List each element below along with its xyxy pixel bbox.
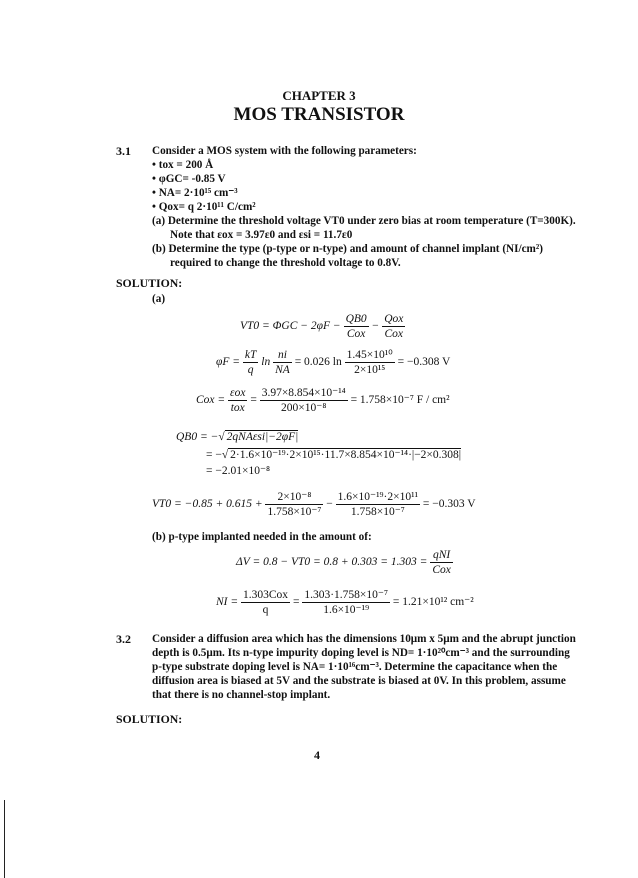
eq-vt0-numeric bbox=[152, 490, 476, 519]
part-b-label: (b) p-type implanted needed in the amount of: bbox=[152, 531, 372, 543]
chapter-title: MOS TRANSISTOR bbox=[233, 104, 405, 125]
frac-num: 3.97×8.854×10⁻¹⁴ bbox=[261, 387, 346, 399]
eq-phif-frac1 bbox=[243, 348, 259, 377]
problem-3-1-intro: Consider a MOS system with the following parameters: bbox=[152, 145, 417, 157]
eq-ni-equals: = bbox=[292, 596, 300, 609]
frac-den: Cox bbox=[346, 328, 366, 340]
chapter-label: CHAPTER 3 bbox=[282, 88, 356, 103]
eq-phif-mid: = 0.026 ln bbox=[294, 356, 342, 369]
eq-qb0-line2-sqrt: 2·1.6×10⁻¹⁹·2×10¹⁵·11.7×8.854×10⁻¹⁴·|−2×0.308| bbox=[230, 449, 462, 461]
eq-phif-frac3 bbox=[345, 348, 395, 377]
eq-cox-frac2 bbox=[260, 386, 348, 415]
eq-phif-lhs: φF = bbox=[216, 356, 241, 369]
eq-cox-frac1 bbox=[228, 386, 247, 415]
problem-3-2-line-1: Consider a diffusion area which has the dimensions 10μm x 5μm and the abrupt junction bbox=[152, 633, 576, 645]
eq-vt0n-result: = −0.303 V bbox=[422, 498, 476, 511]
part-a-question: (a) Determine the threshold voltage VT0 under zero bias at room temperature (T=300K). bbox=[152, 215, 576, 227]
eq-vt0n-frac2 bbox=[336, 490, 420, 519]
eq-qb0-sqrt: 2qNAεsi|−2φF| bbox=[226, 431, 299, 443]
eq-cox-result: = 1.758×10⁻⁷ F / cm² bbox=[350, 394, 450, 407]
frac-num: 1.45×10¹⁰ bbox=[346, 349, 393, 361]
frac-den: q bbox=[247, 364, 254, 376]
eq-cox-lhs: Cox = bbox=[196, 394, 226, 407]
eq-qb0-line2-pre: = − bbox=[206, 449, 222, 461]
problem-3-2-line-2: depth is 0.5μm. Its n-type impurity doping level is ND= 1·10²⁰cm⁻³ and the surrounding bbox=[152, 647, 570, 659]
frac-num: 1.303·1.758×10⁻⁷ bbox=[304, 589, 388, 601]
eq-vt0: VT0 = ΦGC − 2φF − $\frac{QB0}{\text{Cox}}$ − $\frac{\text{Qox}}{\text{Cox}}$ bbox=[240, 313, 404, 340]
eq-ni-result: = 1.21×10¹² cm⁻² bbox=[392, 596, 474, 609]
eq-vt0-lhs: VT0 = ΦGC − 2φF − bbox=[240, 320, 341, 333]
frac-den: Cox bbox=[384, 328, 404, 340]
eq-phif bbox=[216, 348, 450, 377]
param-phigc: • φGC= -0.85 V bbox=[152, 173, 226, 185]
frac-den: 200×10⁻⁸ bbox=[281, 402, 327, 414]
frac-num: Qox bbox=[384, 313, 404, 325]
frac-den: 2×10¹⁵ bbox=[354, 364, 386, 376]
eq-vt0n-minus: − bbox=[326, 498, 333, 511]
frac-num: QB0 bbox=[345, 313, 367, 325]
eq-qb0-lhs: QB0 = − bbox=[176, 431, 219, 443]
eq-vt0-frac2 bbox=[382, 312, 405, 341]
eq-vt0n-frac1 bbox=[265, 490, 323, 519]
frac-den: q bbox=[262, 604, 269, 616]
eq-dv-lhs: ΔV = 0.8 − VT0 = 0.8 + 0.303 = 1.303 = bbox=[236, 556, 428, 569]
frac-den: Cox bbox=[432, 564, 451, 576]
margin-binding-line bbox=[4, 800, 5, 878]
eq-phif-frac2 bbox=[273, 348, 292, 377]
frac-num: ni bbox=[273, 348, 292, 363]
frac-num: 2×10⁻⁸ bbox=[265, 490, 323, 505]
frac-den: 1.758×10⁻⁷ bbox=[267, 506, 322, 518]
problem-number-3-2: 3.2 bbox=[116, 632, 131, 646]
eq-phif-ln: ln bbox=[261, 356, 271, 369]
problem-3-2-line-5: that there is no channel-stop implant. bbox=[152, 689, 331, 701]
part-a-label: (a) bbox=[152, 293, 166, 305]
eq-qb0-line1: QB0 = −√ 2qNAεsi|−2φF| bbox=[176, 431, 299, 443]
eq-vt0-frac1 bbox=[344, 312, 369, 341]
part-b-question: (b) Determine the type (p-type or n-type) and amount of channel implant (NI/cm²) bbox=[152, 243, 543, 255]
eq-qb0-line3: = −2.01×10⁻⁸ bbox=[206, 465, 271, 477]
param-qox: • Qox= q 2·10¹¹ C/cm² bbox=[152, 201, 256, 213]
solution-heading: SOLUTION: bbox=[116, 276, 183, 290]
eq-ni-frac2 bbox=[302, 588, 390, 617]
frac-num: 1.303Cox bbox=[243, 589, 289, 601]
eq-delta-v bbox=[236, 548, 453, 577]
page-number: 4 bbox=[314, 748, 320, 762]
frac-num: kT bbox=[244, 349, 257, 361]
eq-qb0-line2: = −√ 2·1.6×10⁻¹⁹·2×10¹⁵·11.7×8.854×10⁻¹⁴·|−2×0.308| bbox=[206, 449, 462, 461]
frac-den: 1.758×10⁻⁷ bbox=[350, 506, 405, 518]
frac-den: tox bbox=[230, 402, 245, 414]
eq-phif-result: = −0.308 V bbox=[397, 356, 451, 369]
problem-3-2-line-4: diffusion area is biased at 5V and the substrate is biased at 0V. In this problem, assume bbox=[152, 675, 566, 687]
eq-vt0n-lhs: VT0 = −0.85 + 0.615 + bbox=[152, 498, 263, 511]
eq-ni-lhs: NI = bbox=[216, 596, 239, 609]
problem-number-3-1: 3.1 bbox=[116, 144, 131, 158]
part-b-question-cont: required to change the threshold voltage to 0.8V. bbox=[170, 257, 401, 269]
param-tox: • tox = 200 Å bbox=[152, 159, 214, 171]
param-na: • NA= 2·10¹⁵ cm⁻³ bbox=[152, 187, 238, 199]
problem-3-2-line-3: p-type substrate doping level is NA= 1·10¹⁶cm⁻³. Determine the capacitance when the bbox=[152, 661, 558, 673]
eq-ni-frac1 bbox=[241, 588, 290, 617]
solution-heading-2: SOLUTION: bbox=[116, 712, 183, 726]
eq-dv-frac bbox=[430, 548, 453, 577]
frac-num: εox bbox=[230, 387, 246, 399]
eq-ni bbox=[216, 588, 474, 617]
frac-num: qNI bbox=[430, 548, 453, 563]
frac-num: 1.6×10⁻¹⁹·2×10¹¹ bbox=[337, 491, 419, 503]
part-a-note: Note that εox = 3.97ε0 and εsi = 11.7ε0 bbox=[170, 229, 353, 241]
frac-den: NA bbox=[275, 364, 290, 376]
frac-den: 1.6×10⁻¹⁹ bbox=[323, 604, 370, 616]
eq-cox: Cox = $\frac{\text{εox}}{\text{tox}}$ = $\frac{\text{3.97×8.854×10⁻¹⁴}}{\text{200×10⁻⁸}}$ = 1.758×10⁻⁷ F / cm² bbox=[196, 387, 450, 414]
